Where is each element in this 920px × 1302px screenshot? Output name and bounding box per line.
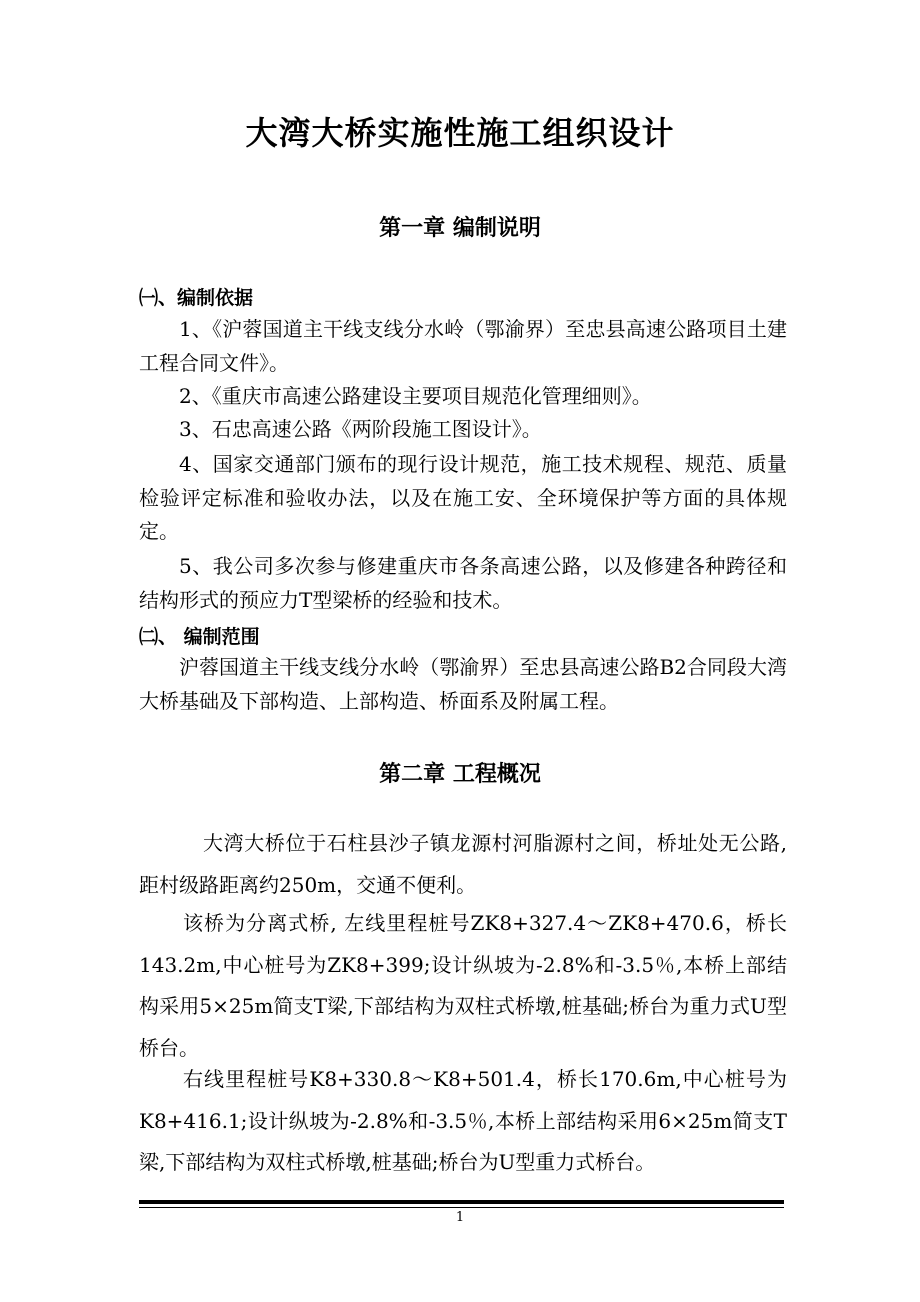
basis-item-2: 2、《重庆市高速公路建设主要项目规范化管理细则》。 bbox=[179, 384, 652, 408]
overview-paragraph-2: 该桥为分离式桥, 左线里程桩号ZK8+327.4～ZK8+470.6，桥长143.2m,中心桩号为ZK8+399;设计纵坡为-2.8%和-3.5％,本桥上部结构采用5×25m简支T梁,下部结构为双柱式桥墩,桩基础;桥台为重力式U型桥台。 bbox=[139, 911, 787, 1060]
footer-rule-thin bbox=[139, 1207, 784, 1208]
chapter-1-heading: 第一章 编制说明 bbox=[379, 216, 541, 241]
basis-item-4: 4、国家交通部门颁布的现行设计规范，施工技术规程、规范、质量检验评定标准和验收办法，以及在施工安、全环境保护等方面的具体规定。 bbox=[139, 452, 787, 543]
overview-paragraph-3: 右线里程桩号K8+330.8～K8+501.4，桥长170.6m,中心桩号为K8+416.1;设计纵坡为-2.8%和-3.5％,本桥上部结构采用6×25m简支T梁,下部结构为双柱式桥墩,桩基础;桥台为U型重力式桥台。 bbox=[139, 1067, 787, 1174]
scope-paragraph: 沪蓉国道主干线支线分水岭（鄂渝界）至忠县高速公路B2合同段大湾大桥基础及下部构造、上部构造、桥面系及附属工程。 bbox=[139, 655, 787, 713]
section-scope-heading: ㈡、 编制范围 bbox=[139, 626, 260, 648]
section-basis-heading: ㈠、编制依据 bbox=[139, 287, 254, 309]
basis-item-5: 5、我公司多次参与修建重庆市各条高速公路，以及修建各种跨径和结构形式的预应力T型梁桥的经验和技术。 bbox=[139, 554, 787, 612]
overview-paragraph-1: 大湾大桥位于石柱县沙子镇龙源村河脂源村之间，桥址处无公路,距村级路距离约250m，交通不便利。 bbox=[139, 831, 787, 897]
footer-rule-thick bbox=[139, 1200, 784, 1204]
document-title: 大湾大桥实施性施工组织设计 bbox=[245, 114, 675, 152]
basis-item-3: 3、石忠高速公路《两阶段施工图设计》。 bbox=[179, 417, 542, 441]
chapter-2-heading: 第二章 工程概况 bbox=[379, 762, 541, 787]
basis-item-1: 1、《沪蓉国道主干线支线分水岭（鄂渝界）至忠县高速公路项目土建工程合同文件》。 bbox=[139, 317, 787, 375]
page-number: 1 bbox=[455, 1210, 465, 1225]
